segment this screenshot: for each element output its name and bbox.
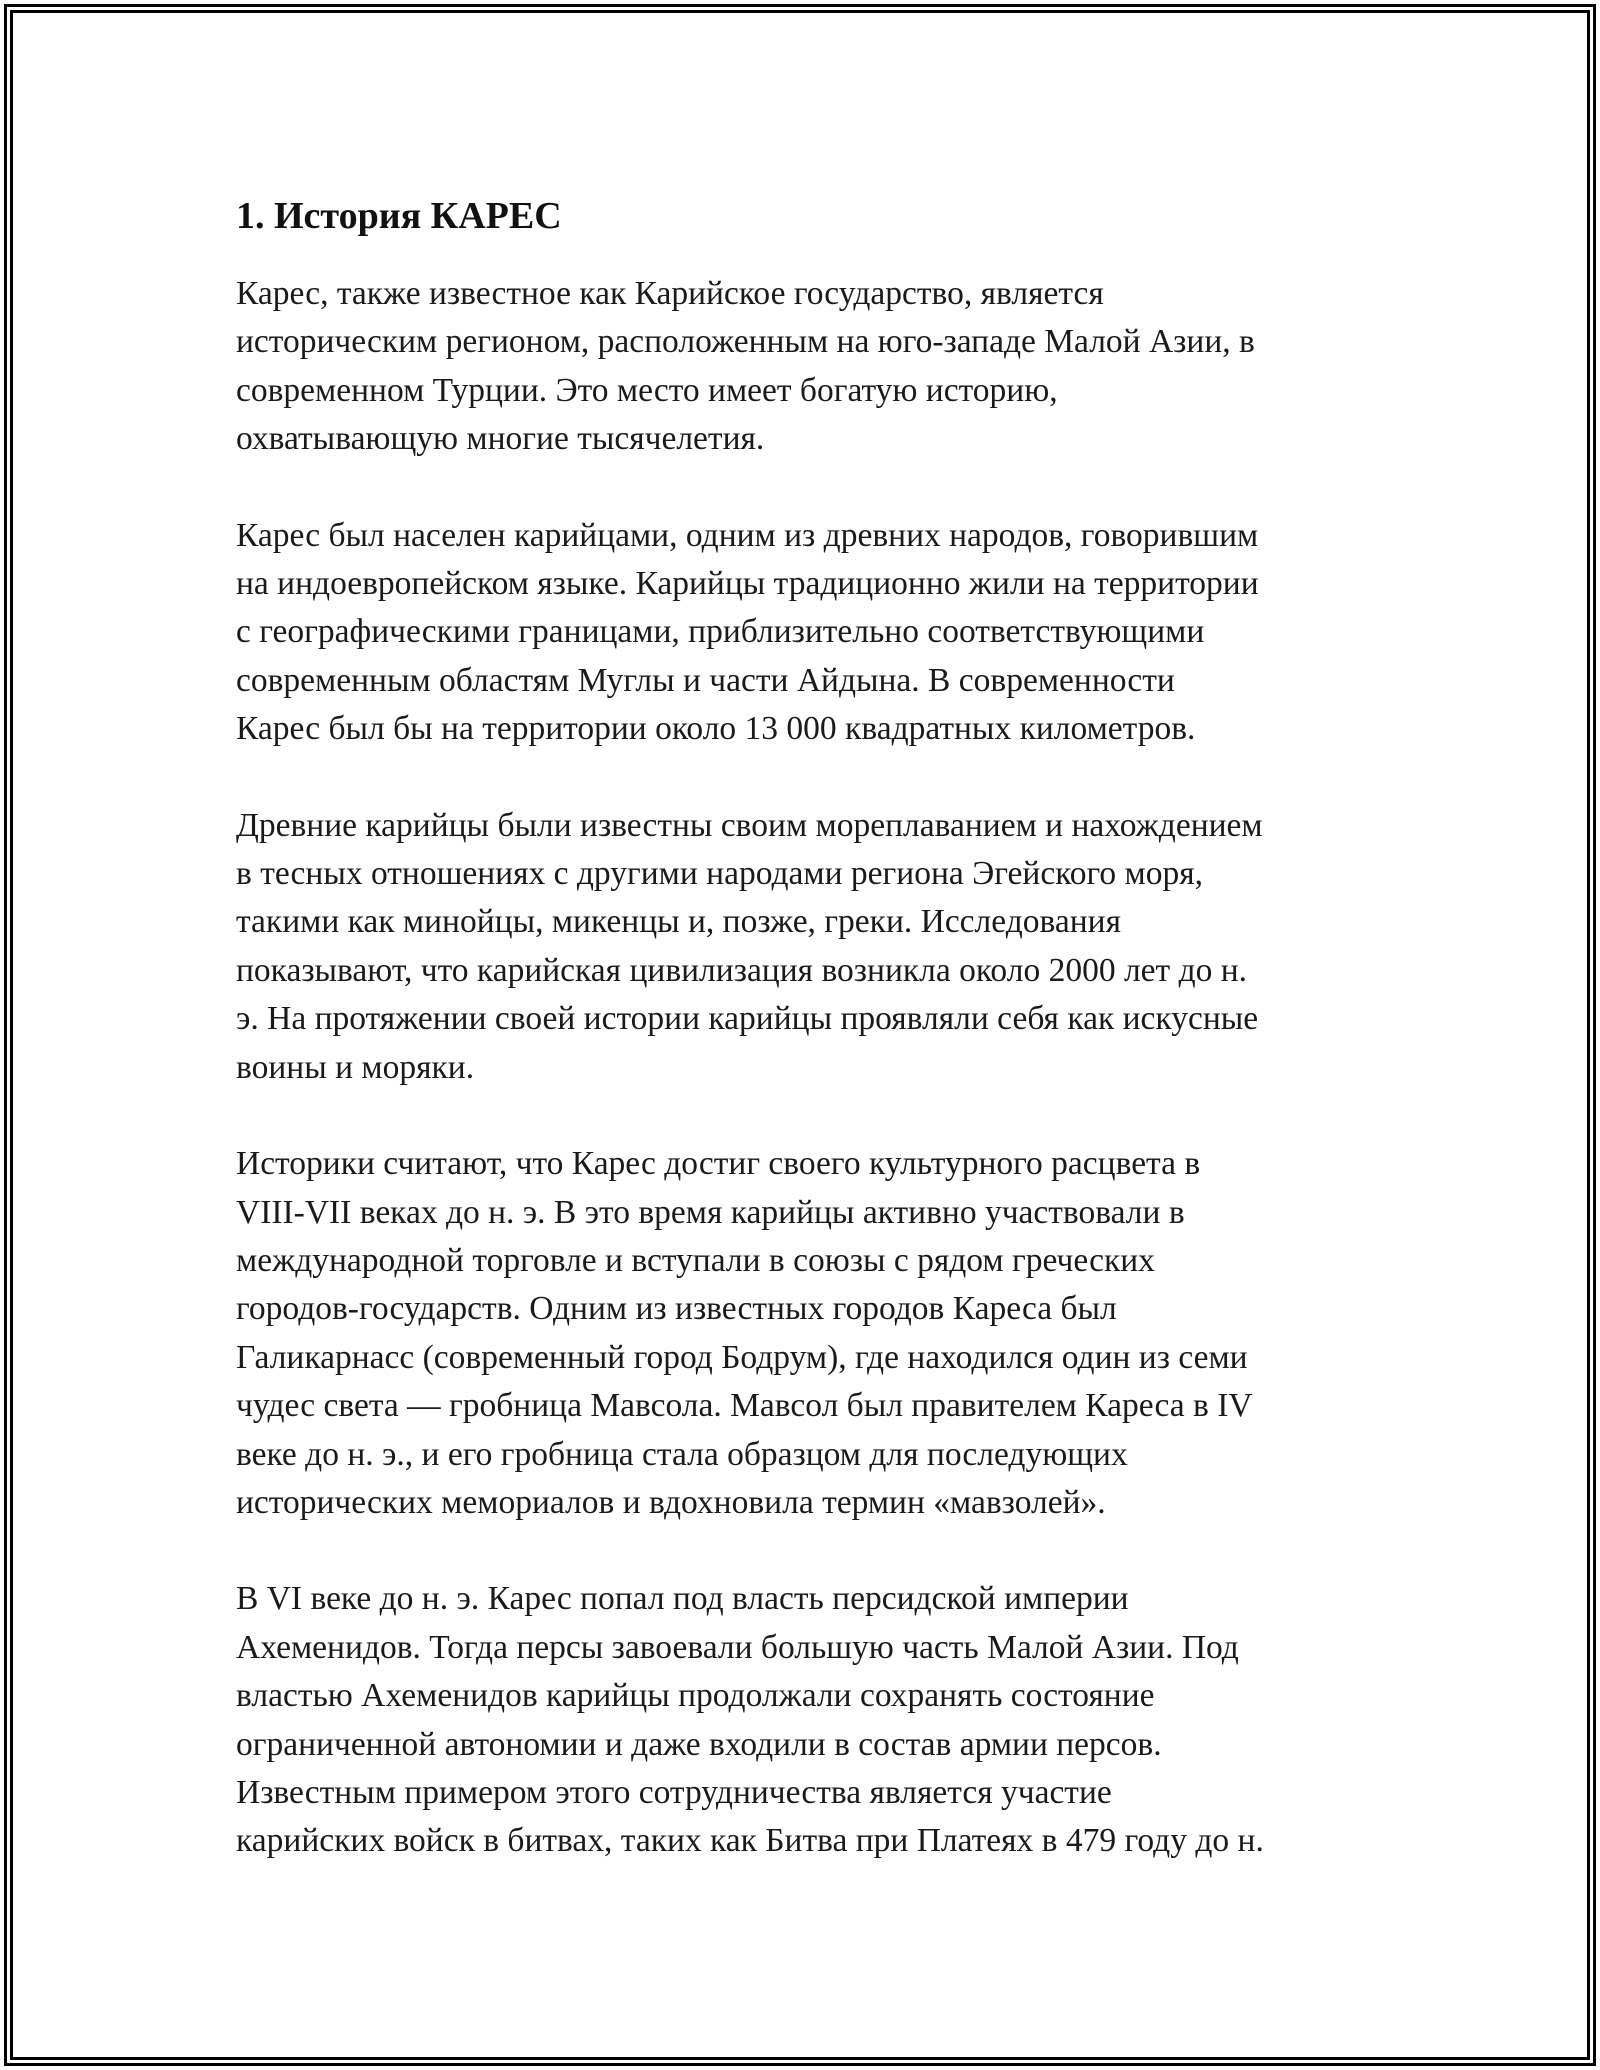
text-line: такими как минойцы, микенцы и, позже, греки. Исследования — [236, 903, 1122, 941]
text-line: VIII-VII веках до н. э. В это время карийцы активно участвовали в — [236, 1193, 1185, 1231]
text-line: исторических мемориалов и вдохновила термин «мавзолей». — [236, 1483, 1106, 1521]
text-line: с географическими границами, приблизительно соответствующими — [236, 613, 1205, 651]
text-line: ограниченной автономии и даже входили в состав армии персов. — [236, 1725, 1162, 1763]
section-title: 1. История КАРЕС — [236, 195, 562, 237]
text-line: чудес света — гробница Мавсола. Мавсол был правителем Кареса в IV — [236, 1387, 1253, 1425]
text-line: Известным примером этого сотрудничества является участие — [236, 1773, 1112, 1811]
text-line: Карес был бы на территории около 13 000 квадратных километров. — [236, 710, 1196, 748]
text-line: показывают, что карийская цивилизация возникла около 2000 лет до н. — [236, 951, 1248, 989]
text-line: в тесных отношениях с другими народами региона Эгейского моря, — [236, 855, 1204, 893]
text-line: Галикарнасс (современный город Бодрум), где находился один из семи — [236, 1338, 1248, 1376]
text-line: охватывающую многие тысячелетия. — [236, 420, 765, 458]
text-line: историческим регионом, расположенным на юго-западе Малой Азии, в — [236, 323, 1255, 361]
paragraph-4 — [236, 1140, 1376, 1527]
text-line: воины и моряки. — [236, 1048, 475, 1086]
document-body — [236, 188, 1376, 1914]
text-line: карийских войск в битвах, таких как Битва при Платеях в 479 году до н. — [236, 1822, 1264, 1860]
text-line: веке до н. э., и его гробница стала образцом для последующих — [236, 1435, 1128, 1473]
text-line: современным областям Муглы и части Айдына. В современности — [236, 661, 1175, 699]
text-line: Историки считают, что Карес достиг своего культурного расцвета в — [236, 1145, 1201, 1183]
text-line: э. На протяжении своей истории карийцы проявляли себя как искусные — [236, 1000, 1259, 1038]
text-line: Ахеменидов. Тогда персы завоевали большую часть Малой Азии. Под — [236, 1628, 1239, 1666]
text-line: городов-государств. Одним из известных городов Кареса был — [236, 1290, 1117, 1328]
paragraph-5 — [236, 1575, 1376, 1865]
text-line: на индоевропейском языке. Карийцы традиционно жили на территории — [236, 565, 1259, 603]
text-line: международной торговле и вступали в союзы с рядом греческих — [236, 1241, 1155, 1279]
text-line: властью Ахеменидов карийцы продолжали сохранять состояние — [236, 1677, 1155, 1715]
text-line: Карес был населен карийцами, одним из древних народов, говорившим — [236, 516, 1259, 554]
paragraph-1 — [236, 270, 1376, 464]
text-line: Карес, также известное как Карийское государство, является — [236, 275, 1104, 312]
text-line: Древние карийцы были известны своим мореплаванием и нахождением — [236, 806, 1263, 844]
text-line: современном Турции. Это место имеет богатую историю, — [236, 371, 1058, 409]
paragraph-3 — [236, 802, 1376, 1092]
text-line: В VI веке до н. э. Карес попал под власть персидской империи — [236, 1580, 1129, 1618]
paragraph-2 — [236, 512, 1376, 754]
